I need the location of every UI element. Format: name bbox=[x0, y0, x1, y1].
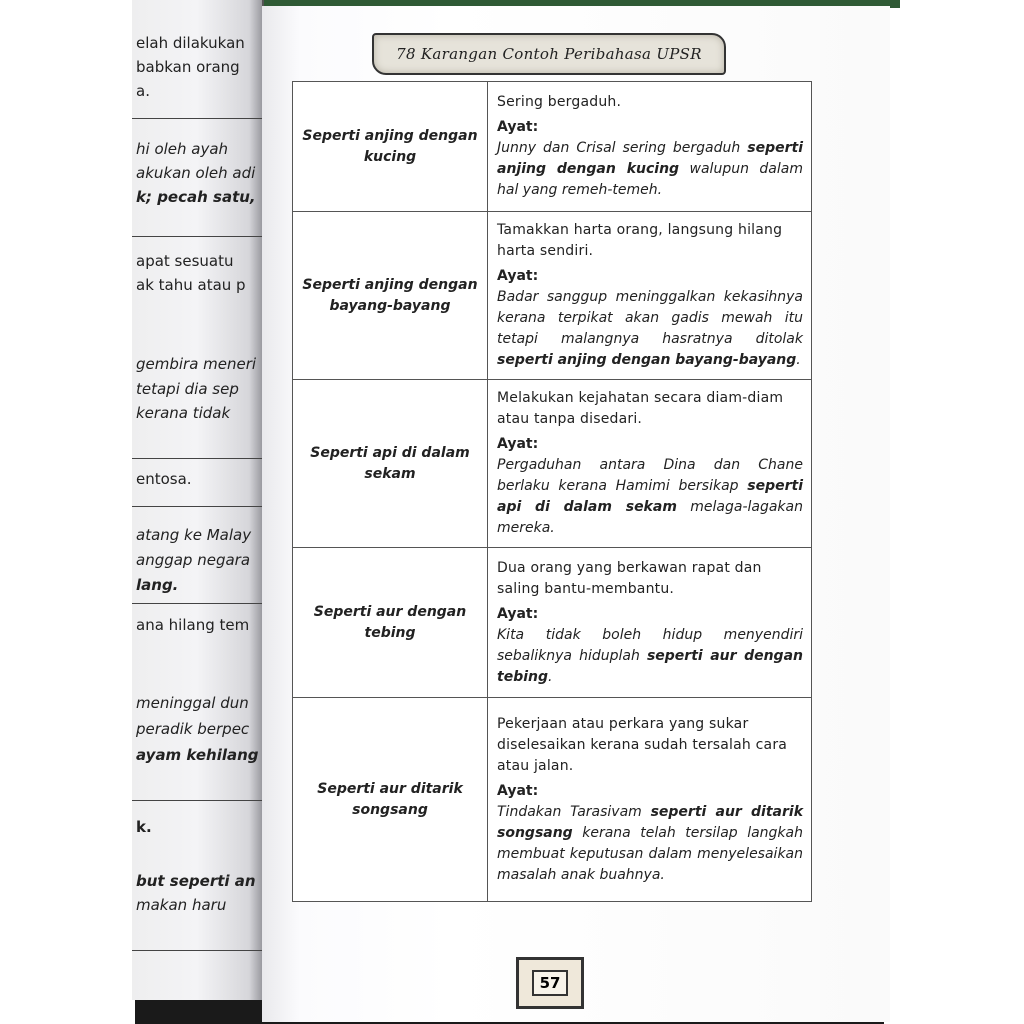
example-proverb: seperti anjing dengan kucing bbox=[497, 140, 803, 177]
left-text-line: ana hilang tem bbox=[136, 616, 250, 634]
table-row bbox=[293, 212, 812, 380]
example-text: Tindakan Tarasivam bbox=[497, 803, 651, 820]
left-text-line: anggap negara bbox=[136, 551, 251, 569]
left-text-line: kerana tidak bbox=[136, 404, 231, 422]
proverb-term: Seperti api di dalam sekam bbox=[293, 380, 488, 548]
proverb-example bbox=[497, 138, 803, 201]
proverb-meaning: Tamakkan harta orang, langsung hilang harta sendiri. bbox=[497, 222, 783, 259]
proverb-example bbox=[497, 455, 803, 539]
ayat-label: Ayat: bbox=[497, 605, 539, 622]
example-text: Badar sanggup meninggalkan kekasihnya kerana terpikat akan gadis mewah itu tetapi malangnya hasratnya ditolak bbox=[497, 289, 803, 347]
example-text: Pergaduhan antara Dina dan Chane berlaku kerana Hamimi bersikap bbox=[497, 457, 803, 494]
left-text-line: akukan oleh adi bbox=[136, 164, 256, 182]
proverb-term: Seperti aur ditarik songsang bbox=[293, 698, 488, 902]
proverb-example bbox=[497, 287, 803, 371]
table-row bbox=[293, 380, 812, 548]
left-text-line: babkan orang bbox=[136, 58, 240, 76]
proverb-description bbox=[488, 548, 812, 698]
left-text-line: makan haru bbox=[136, 896, 227, 914]
left-divider bbox=[132, 950, 264, 951]
example-proverb: seperti aur ditarik songsang bbox=[497, 803, 804, 841]
example-text: Junny dan Crisal sering bergaduh bbox=[497, 140, 748, 156]
example-text: melaga-lagakan mereka. bbox=[497, 499, 803, 536]
left-divider bbox=[132, 603, 264, 604]
proverb-example bbox=[497, 625, 803, 688]
left-text-line: tetapi dia sep bbox=[136, 380, 239, 398]
left-text-line: a. bbox=[136, 82, 150, 100]
left-text-line: gembira meneri bbox=[136, 355, 257, 373]
background-right bbox=[884, 0, 1024, 1024]
proverb-description bbox=[488, 212, 812, 380]
left-text-line: entosa. bbox=[136, 470, 192, 488]
example-proverb: seperti api di dalam sekam bbox=[497, 478, 803, 515]
proverb-term: Seperti anjing dengan bayang-bayang bbox=[293, 212, 488, 380]
page-title: 78 Karangan Contoh Peribahasa UPSR bbox=[396, 45, 702, 63]
left-text-line: elah dilakukan bbox=[136, 34, 245, 52]
proverb-term: Seperti aur dengan tebing bbox=[293, 548, 488, 698]
proverb-meaning: Sering bergaduh. bbox=[497, 94, 622, 110]
ayat-label: Ayat: bbox=[497, 782, 539, 799]
page-header-banner bbox=[372, 33, 726, 75]
example-proverb: seperti anjing dengan bayang-bayang bbox=[497, 352, 797, 368]
left-text-line: k. bbox=[136, 818, 152, 836]
left-text-line: meninggal dun bbox=[136, 694, 249, 712]
example-text: walupun dalam hal yang remeh-temeh. bbox=[497, 161, 803, 198]
table-row bbox=[293, 548, 812, 698]
proverb-description bbox=[488, 698, 812, 902]
left-page bbox=[132, 0, 264, 1000]
proverb-table bbox=[292, 81, 812, 902]
left-divider bbox=[132, 458, 264, 459]
example-proverb: seperti aur dengan tebing bbox=[497, 647, 803, 685]
proverb-meaning: Dua orang yang berkawan rapat dan saling bantu-membantu. bbox=[497, 559, 762, 597]
left-divider bbox=[132, 236, 264, 237]
ayat-label: Ayat: bbox=[497, 119, 539, 135]
example-text: . bbox=[796, 352, 801, 368]
left-divider bbox=[132, 118, 264, 119]
proverb-description bbox=[488, 380, 812, 548]
table-row bbox=[293, 82, 812, 212]
ayat-label: Ayat: bbox=[497, 268, 539, 284]
left-divider bbox=[132, 506, 264, 507]
table-row bbox=[293, 698, 812, 902]
proverb-meaning: Pekerjaan atau perkara yang sukar diselesaikan kerana sudah tersalah cara atau jalan. bbox=[497, 715, 788, 774]
example-text: Kita tidak boleh hidup menyendiri sebaliknya hiduplah bbox=[497, 626, 803, 664]
example-text: kerana telah tersilap langkah membuat keputusan dalam menyelesaikan masalah anak buahnya. bbox=[497, 824, 803, 883]
page-number: 57 bbox=[532, 970, 569, 996]
left-text-line: but seperti an bbox=[136, 872, 256, 890]
left-text-line: hi oleh ayah bbox=[136, 140, 229, 158]
proverb-example bbox=[497, 802, 803, 886]
left-text-line: k; pecah satu, bbox=[136, 188, 256, 206]
left-text-line: apat sesuatu bbox=[136, 252, 234, 270]
proverb-description bbox=[488, 82, 812, 212]
left-divider bbox=[132, 800, 264, 801]
proverb-meaning: Melakukan kejahatan secara diam-diam atau tanpa disedari. bbox=[497, 390, 784, 427]
left-text-line: ayam kehilang bbox=[136, 746, 259, 764]
background-left bbox=[0, 0, 135, 1024]
left-text-line: atang ke Malay bbox=[136, 526, 252, 544]
left-text-line: lang. bbox=[136, 576, 179, 594]
proverb-term: Seperti anjing dengan kucing bbox=[293, 82, 488, 212]
example-text: . bbox=[548, 668, 553, 685]
left-text-line: peradik berpec bbox=[136, 720, 250, 738]
page-number-frame bbox=[516, 957, 584, 1009]
left-text-line: ak tahu atau p bbox=[136, 276, 246, 294]
ayat-label: Ayat: bbox=[497, 436, 539, 452]
